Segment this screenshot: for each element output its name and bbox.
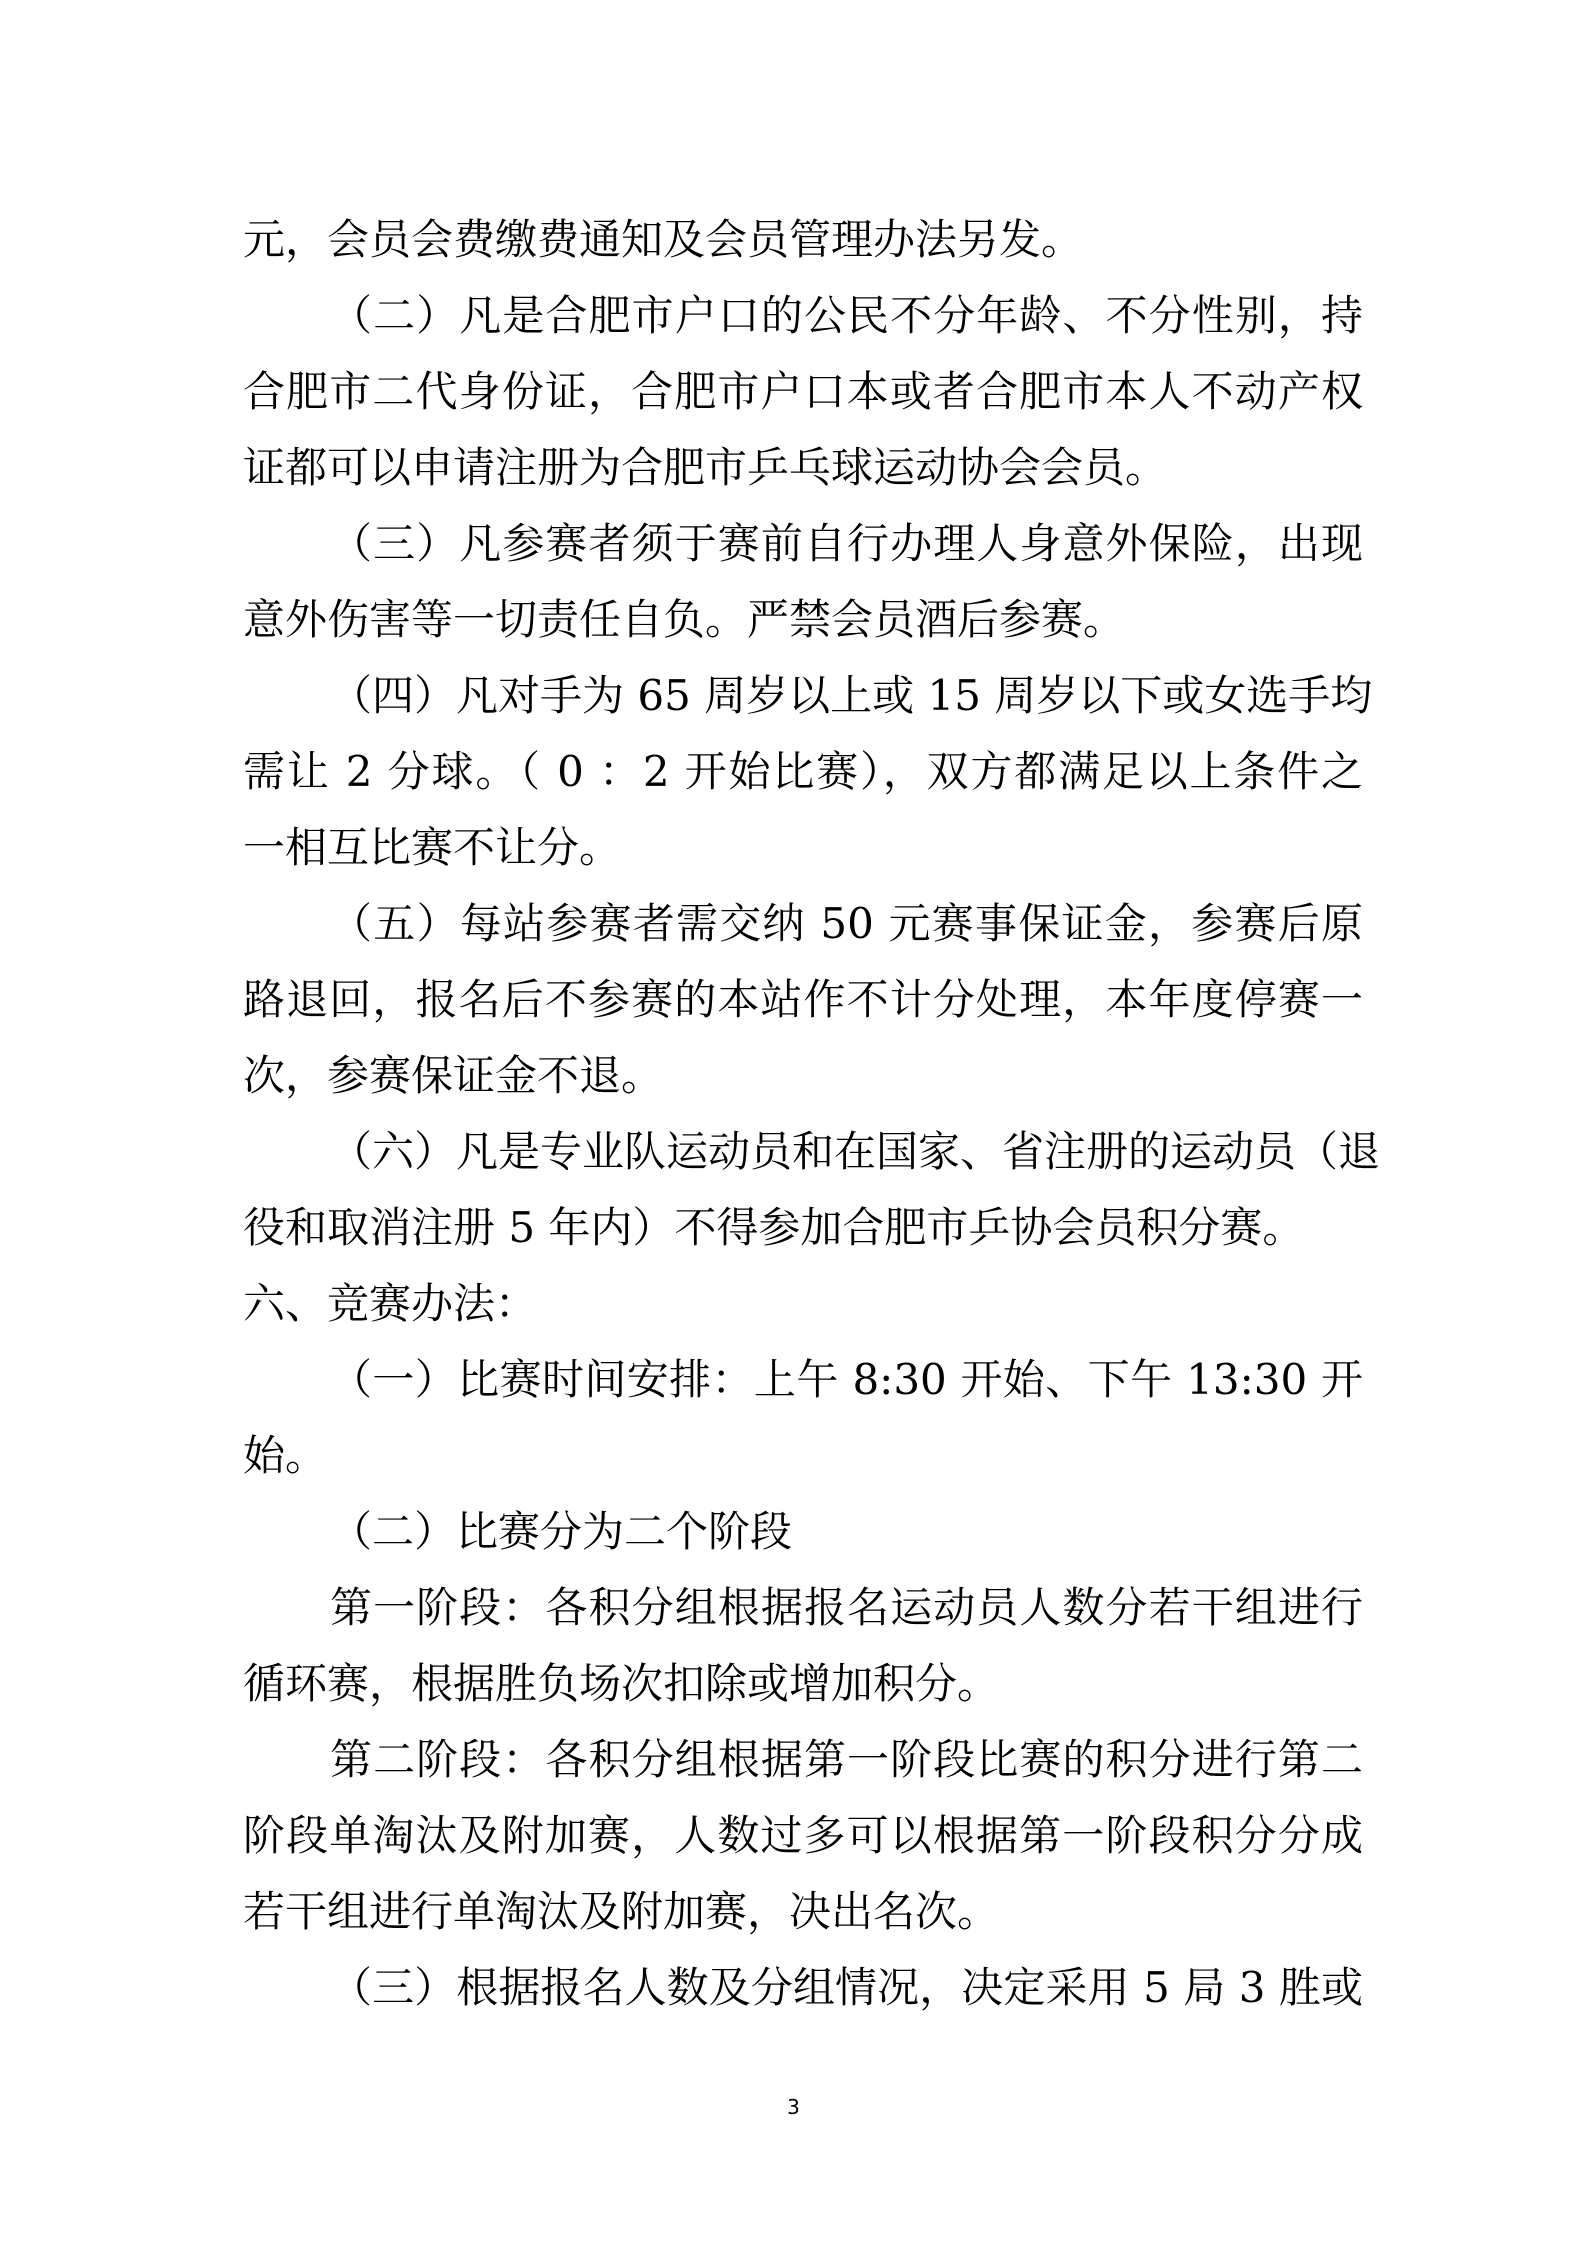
paragraph-line: 需让 2 分球。（ 0 ：2 开始比赛），双方都满足以上条件之 — [243, 747, 1363, 796]
page-number: 3 — [787, 2095, 800, 2119]
paragraph-line: 意外伤害等一切责任自负。严禁会员酒后参赛。 — [243, 595, 1126, 644]
paragraph-line: （一）比赛时间安排：上午 8:30 开始、下午 13:30 开 — [330, 1355, 1363, 1404]
paragraph-line: 役和取消注册 5 年内）不得参加合肥市乒协会员积分赛。 — [243, 1203, 1305, 1252]
paragraph-line: （六）凡是专业队运动员和在国家、省注册的运动员（退 — [330, 1127, 1381, 1176]
paragraph-line: （二）凡是合肥市户口的公民不分年龄、不分性别，持 — [330, 291, 1363, 340]
paragraph-line: 第一阶段：各积分组根据报名运动员人数分若干组进行 — [330, 1583, 1363, 1632]
paragraph-line: （三）凡参赛者须于赛前自行办理人身意外保险，出现 — [330, 519, 1363, 568]
paragraph-line: （二）比赛分为二个阶段 — [330, 1507, 793, 1556]
paragraph-line: 路退回，报名后不参赛的本站作不计分处理，本年度停赛一 — [243, 975, 1363, 1024]
paragraph-line: （四）凡对手为 65 周岁以上或 15 周岁以下或女选手均 — [330, 671, 1373, 720]
paragraph-line: 元，会员会费缴费通知及会员管理办法另发。 — [243, 215, 1084, 264]
paragraph-line: 阶段单淘汰及附加赛，人数过多可以根据第一阶段积分分成 — [243, 1811, 1363, 1860]
paragraph-line: 若干组进行单淘汰及附加赛，决出名次。 — [243, 1887, 1000, 1936]
paragraph-line: （五）每站参赛者需交纳 50 元赛事保证金，参赛后原 — [330, 899, 1363, 948]
section-heading: 六、竞赛办法： — [243, 1279, 538, 1328]
paragraph-line: 一相互比赛不让分。 — [243, 823, 622, 872]
paragraph-line: 始。 — [243, 1431, 328, 1480]
paragraph-line: 循环赛，根据胜负场次扣除或增加积分。 — [243, 1659, 1000, 1708]
paragraph-line: （三）根据报名人数及分组情况，决定采用 5 局 3 胜或 — [330, 1963, 1363, 2012]
paragraph-line: 次，参赛保证金不退。 — [243, 1051, 664, 1100]
paragraph-line: 合肥市二代身份证，合肥市户口本或者合肥市本人不动产权 — [243, 367, 1363, 416]
paragraph-line: 第二阶段：各积分组根据第一阶段比赛的积分进行第二 — [330, 1735, 1363, 1784]
paragraph-line: 证都可以申请注册为合肥市乒乓球运动协会会员。 — [243, 443, 1168, 492]
